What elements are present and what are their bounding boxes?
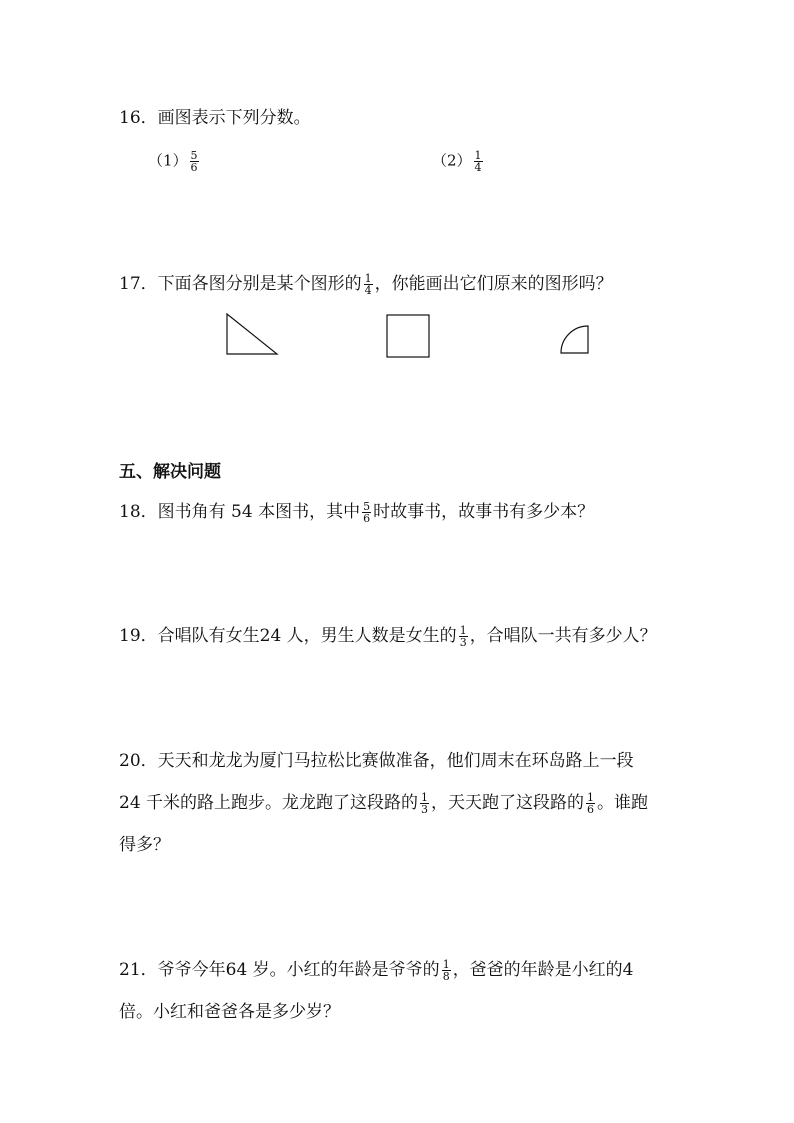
fraction-denominator: 8 xyxy=(442,970,450,983)
fraction-numerator: 1 xyxy=(364,272,372,285)
question-text-b: ，爸爸的年龄是小红的4 xyxy=(452,960,634,980)
question-number: 21． xyxy=(119,960,158,980)
triangle-outline xyxy=(227,314,277,354)
quarter-circle-shape xyxy=(560,325,589,354)
q16-part-1 xyxy=(148,150,201,173)
fraction xyxy=(420,792,429,815)
fraction-denominator: 6 xyxy=(587,803,595,816)
fraction-numerator: 5 xyxy=(363,500,371,513)
question-text: 得多？ xyxy=(119,835,170,855)
question-20-line-1 xyxy=(119,749,634,773)
question-18 xyxy=(119,500,594,524)
question-text-b: ，天天跑了这段路的 xyxy=(431,793,585,813)
question-text-a: 爷爷今年64 岁。小红的年龄是爷爷的 xyxy=(157,960,440,980)
fraction xyxy=(442,959,451,982)
square-outline xyxy=(387,315,429,357)
question-number: 18． xyxy=(119,502,158,522)
q16-part-2 xyxy=(432,150,485,173)
fraction-numerator: 1 xyxy=(587,791,595,804)
question-20-line-3 xyxy=(119,833,170,857)
question-text: 倍。小红和爸爸各是多少岁？ xyxy=(119,1002,340,1022)
question-text-a: 24 千米的路上跑步。龙龙跑了这段路的 xyxy=(119,793,419,813)
question-20-line-2 xyxy=(119,791,648,815)
fraction-numerator: 1 xyxy=(459,624,467,637)
square-shape xyxy=(386,314,430,358)
fraction-numerator: 1 xyxy=(421,791,429,804)
fraction xyxy=(474,150,483,173)
fraction-denominator: 3 xyxy=(459,636,467,649)
part-label: （2） xyxy=(432,151,472,170)
question-16 xyxy=(119,106,311,130)
question-text-b: ，你能画出它们原来的图形吗？ xyxy=(374,274,613,294)
quarter-circle-outline xyxy=(561,326,588,353)
fraction-denominator: 6 xyxy=(190,161,198,174)
triangle-shape xyxy=(226,313,278,355)
question-text-a: 合唱队有女生24 人，男生人数是女生的 xyxy=(157,626,457,646)
question-21-line-1 xyxy=(119,958,634,982)
question-number: 20． xyxy=(119,751,158,771)
fraction xyxy=(459,625,468,648)
question-17 xyxy=(119,272,613,296)
question-text-c: 。谁跑 xyxy=(597,793,649,813)
fraction-denominator: 4 xyxy=(364,284,372,297)
question-text-b: ，合唱队一共有多少人？ xyxy=(469,626,657,646)
question-21-line-2 xyxy=(119,1000,340,1024)
fraction xyxy=(190,150,199,173)
question-text: 画图表示下列分数。 xyxy=(157,108,311,128)
fraction-denominator: 3 xyxy=(421,803,429,816)
question-text-a: 图书角有 54 本图书，其中 xyxy=(157,502,361,522)
question-number: 17． xyxy=(119,274,158,294)
question-19 xyxy=(119,624,657,648)
fraction xyxy=(586,792,595,815)
fraction xyxy=(362,501,371,524)
part-label: （1） xyxy=(148,151,188,170)
fraction xyxy=(364,273,373,296)
question-text-b: 时故事书，故事书有多少本？ xyxy=(373,502,595,522)
question-text-a: 下面各图分别是某个图形的 xyxy=(157,274,362,294)
section-heading: 五、解决问题 xyxy=(119,462,221,482)
fraction-numerator: 1 xyxy=(442,958,450,971)
question-text: 天天和龙龙为厦门马拉松比赛做准备，他们周末在环岛路上一段 xyxy=(157,751,634,771)
question-number: 16． xyxy=(119,108,158,128)
question-number: 19． xyxy=(119,626,158,646)
fraction-numerator: 5 xyxy=(190,149,198,162)
fraction-denominator: 6 xyxy=(363,512,371,525)
fraction-numerator: 1 xyxy=(474,149,482,162)
fraction-denominator: 4 xyxy=(474,161,482,174)
